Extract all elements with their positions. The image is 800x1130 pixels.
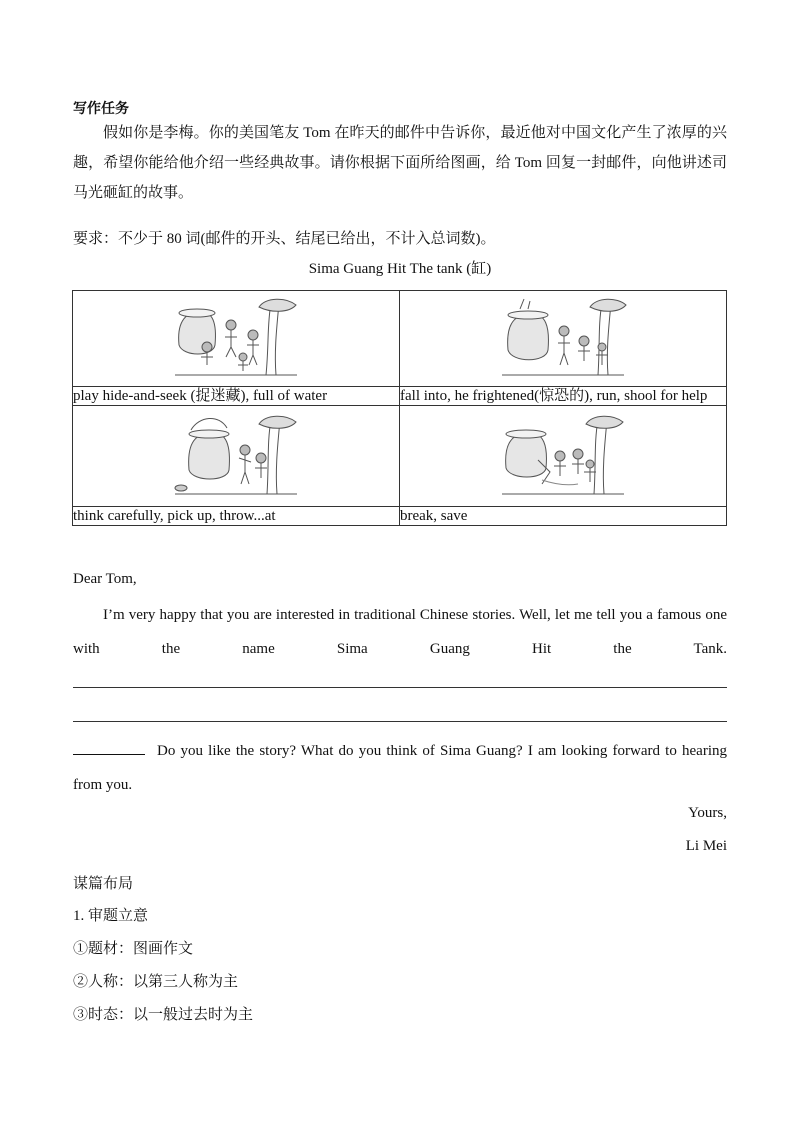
child-fallen-in-tank-illustration: [498, 295, 628, 377]
letter-closing: Do you like the story? What do you think of Sima Guang? I am looking forward to hearing from you.: [73, 743, 727, 793]
picture-caption: Sima Guang Hit The tank (缸): [308, 261, 492, 277]
outline-heading: 谋篇布局: [73, 876, 134, 892]
panel-1-hint: play hide-and-seek (捉迷藏), full of water: [73, 387, 400, 406]
panel-2-hint: fall into, he frightened(惊恐的), run, shool for help: [400, 387, 727, 406]
outline-item: ②人称：以第三人称为主: [73, 974, 239, 990]
outline-step: 1. 审题立意: [73, 908, 149, 924]
panel-4-image: [400, 406, 727, 507]
task-requirement: 要求：不少于 80 词(邮件的开头、结尾已给出，不计入总词数)。: [73, 231, 496, 247]
letter-signature: Li Mei: [685, 838, 727, 854]
picture-table: [72, 290, 727, 526]
panel-1-image: [73, 291, 400, 387]
children-playing-illustration: [171, 295, 301, 377]
letter-salutation: Dear Tom,: [73, 571, 137, 587]
panel-3-hint: think carefully, pick up, throw...at: [73, 507, 400, 526]
answer-blank[interactable]: [73, 740, 145, 755]
outline-item: ③时态：以一般过去时为主: [73, 1007, 254, 1023]
boy-throwing-stone-illustration: [171, 410, 301, 496]
panel-3-image: [73, 406, 400, 507]
answer-line-2[interactable]: [73, 721, 727, 722]
letter-opening: I’m very happy that you are interested in traditional Chinese stories. Well, let me tell you a famous one with the name Sima Guang Hit the Tank.: [73, 607, 727, 657]
letter-closing-paragraph: [73, 734, 727, 802]
answer-line-1[interactable]: [73, 687, 727, 688]
task-prompt: 假如你是李梅。你的美国笔友 Tom 在昨天的邮件中告诉你，最近他对中国文化产生了浓厚的兴趣，希望你能给他介绍一些经典故事。请你根据下面所给图画，给 Tom 回复一封邮件，向他讲述司马光砸缸的故事。: [73, 125, 727, 201]
panel-2-image: [400, 291, 727, 387]
section-title: 写作任务: [73, 101, 129, 117]
tank-broken-illustration: [498, 410, 628, 496]
outline-item: ①题材：图画作文: [73, 941, 194, 957]
panel-4-hint: break, save: [400, 507, 727, 526]
letter-sign-off: Yours,: [688, 805, 727, 821]
